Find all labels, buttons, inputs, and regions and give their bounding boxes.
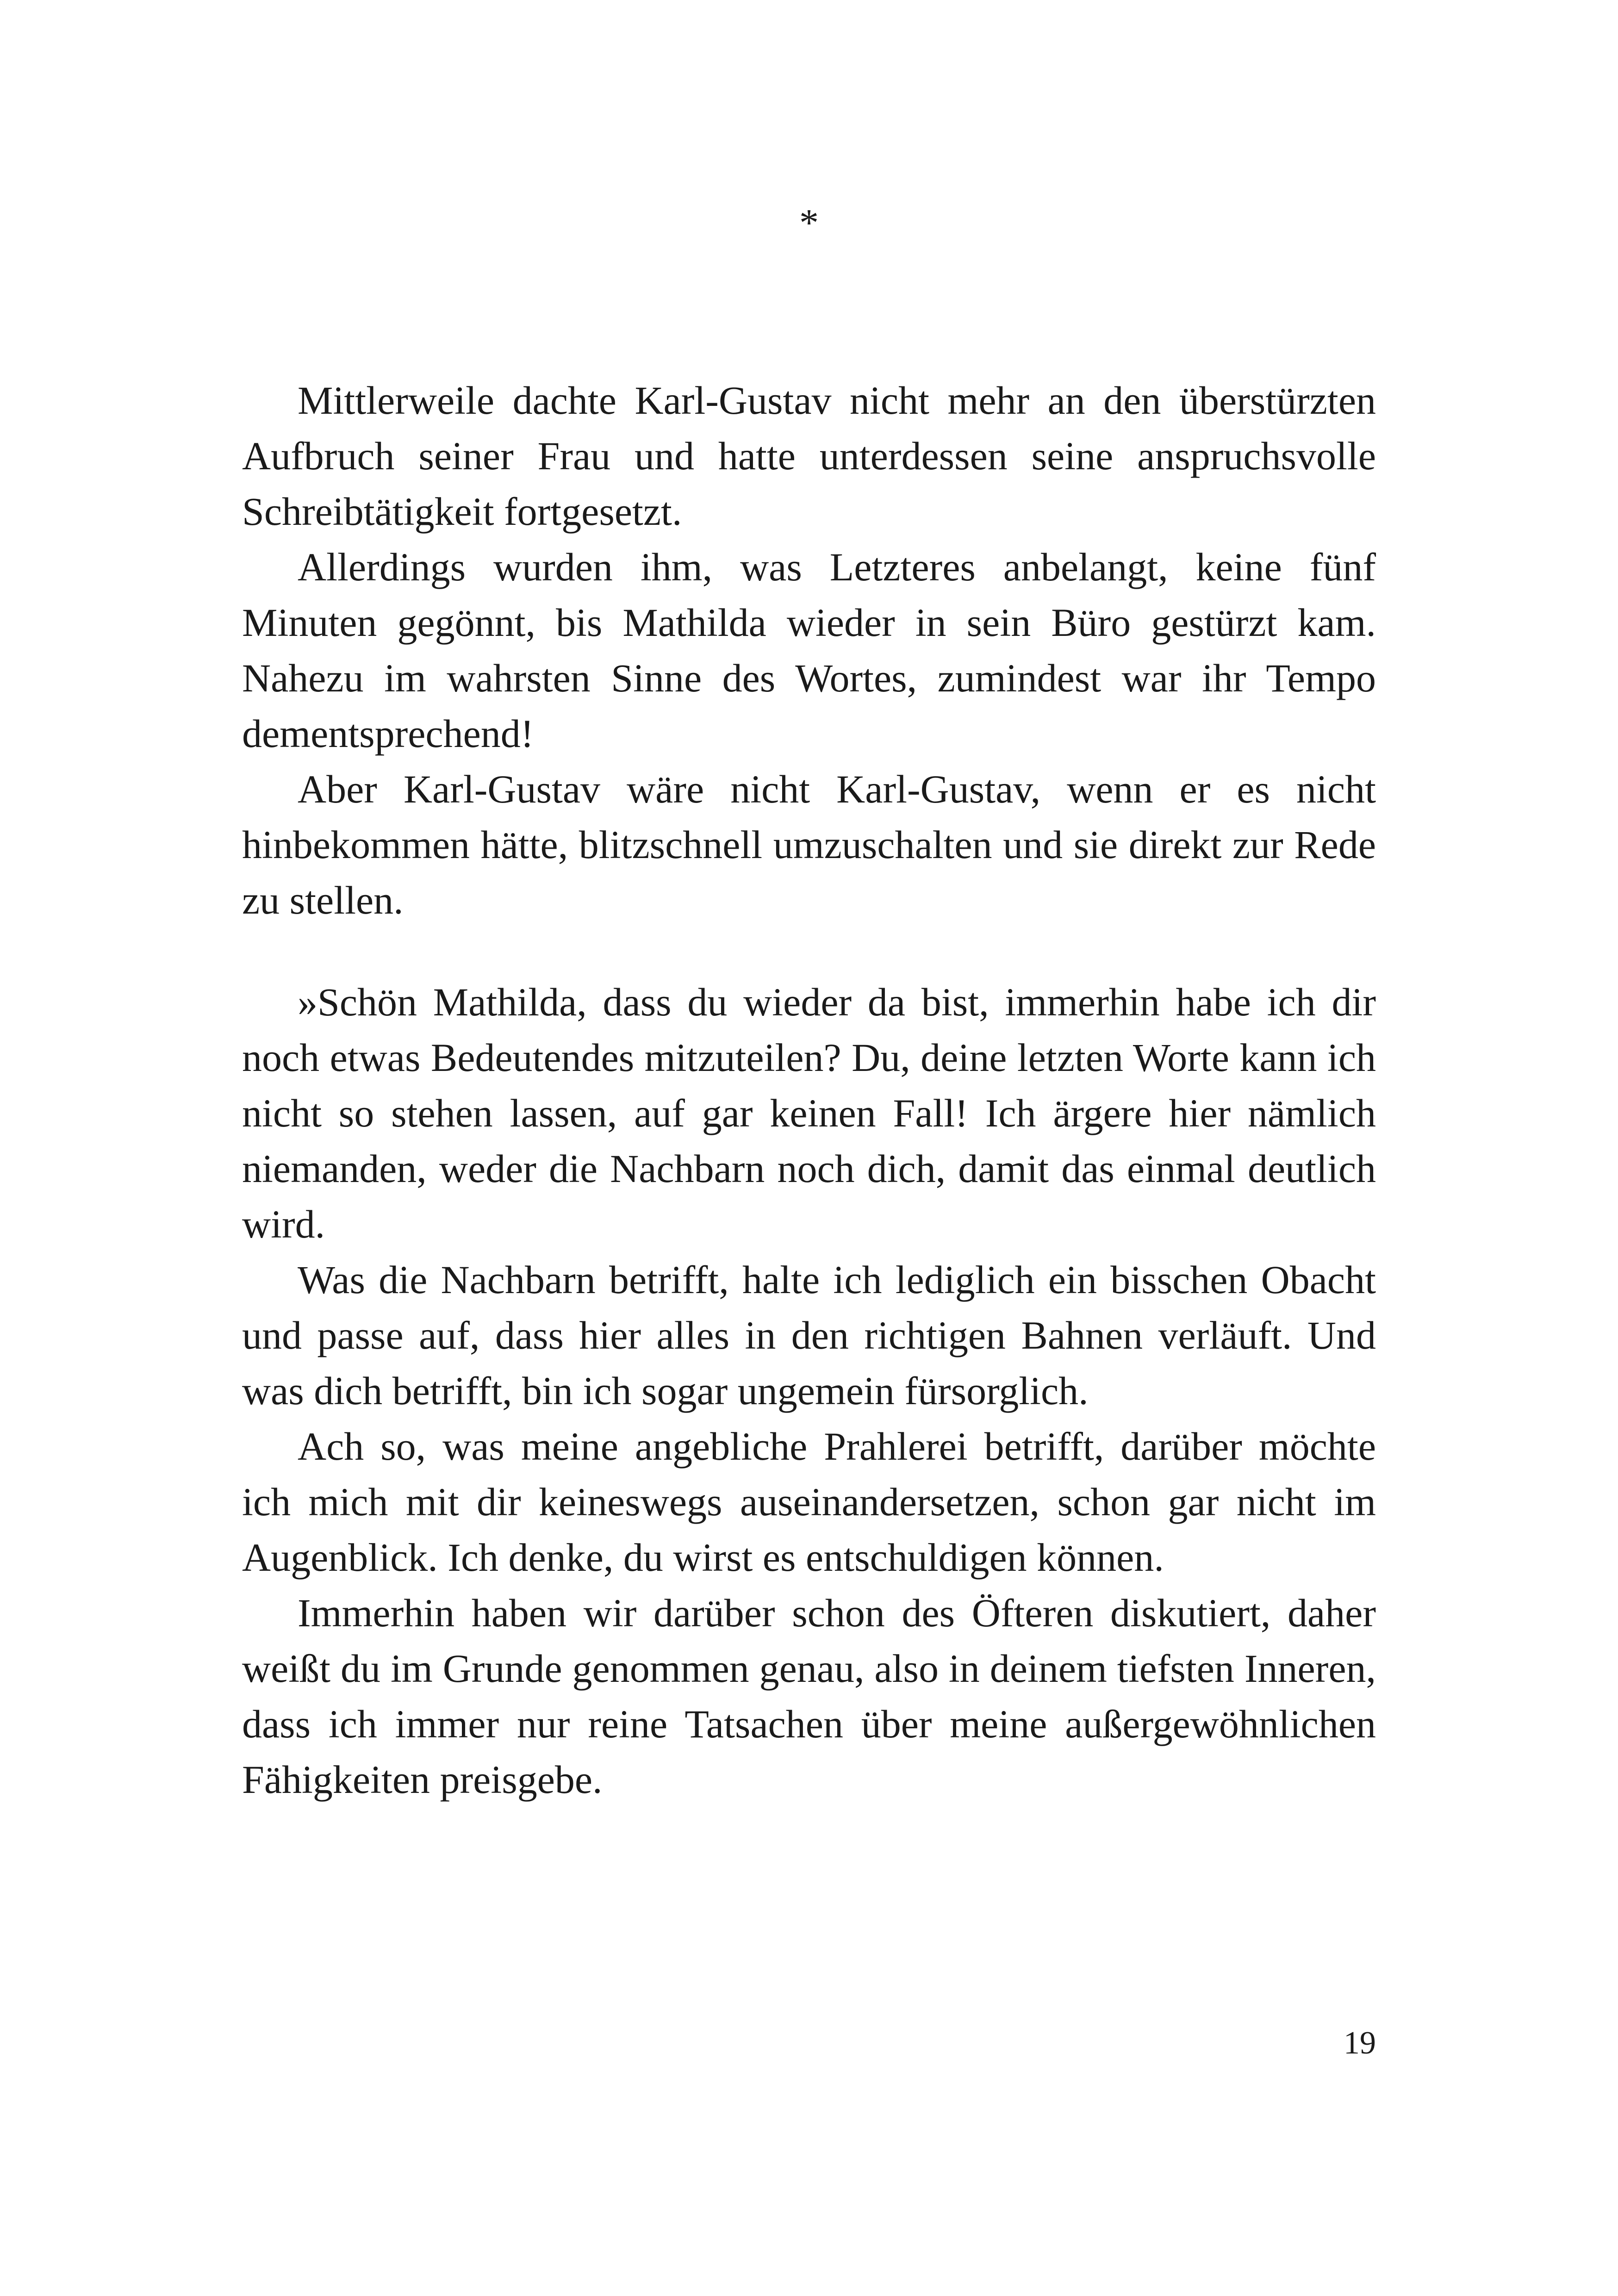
section-break: * bbox=[799, 201, 819, 244]
paragraph: Allerdings wurden ihm, was Letzteres anbelangt, keine fünf Minuten gegönnt, bis Mathilda wieder in sein Büro gestürzt kam. Nahezu im wahrsten Sinne des Wortes, zumindest war ihr Tempo dementsprechend! bbox=[242, 545, 1376, 756]
paragraph: Immerhin haben wir darüber schon des Öfteren diskutiert, daher weißt du im Grunde genommen genau, also in deinem tiefsten Inneren, dass ich immer nur reine Tatsachen über meine außergewöhnlichen Fähigkeiten preisgebe. bbox=[242, 1591, 1376, 1802]
page-number: 19 bbox=[1344, 2025, 1376, 2061]
paragraph: Mittlerweile dachte Karl-Gustav nicht mehr an den überstürzten Aufbruch seiner Frau und hatte unterdessen seine anspruchsvolle Schreibtätigkeit fortgesetzt. bbox=[242, 378, 1376, 534]
paragraph: Ach so, was meine angebliche Prahlerei betrifft, darüber möchte ich mich mit dir keineswegs auseinandersetzen, schon gar nicht im Augenblick. Ich denke, du wirst es entschuldigen können. bbox=[242, 1424, 1376, 1580]
paragraph: Aber Karl-Gustav wäre nicht Karl-Gustav, wenn er es nicht hinbekommen hätte, blitzschnell umzuschalten und sie direkt zur Rede zu stellen. bbox=[242, 767, 1376, 922]
text-block-1 bbox=[242, 373, 1376, 928]
paragraph: »Schön Mathilda, dass du wieder da bist, immerhin habe ich dir noch etwas Bedeutendes mitzuteilen? Du, deine letzten Worte kann ich nicht so stehen lassen, auf gar keinen Fall! Ich ärgere hier nämlich niemanden, weder die Nachbarn noch dich, damit das einmal deutlich wird. bbox=[242, 980, 1376, 1246]
paragraph: Was die Nachbarn betrifft, halte ich lediglich ein bisschen Obacht und passe auf, dass hier alles in den richtigen Bahnen verläuft. Und was dich betrifft, bin ich sogar ungemein fürsorglich. bbox=[242, 1257, 1376, 1413]
text-block-2 bbox=[242, 974, 1376, 1807]
